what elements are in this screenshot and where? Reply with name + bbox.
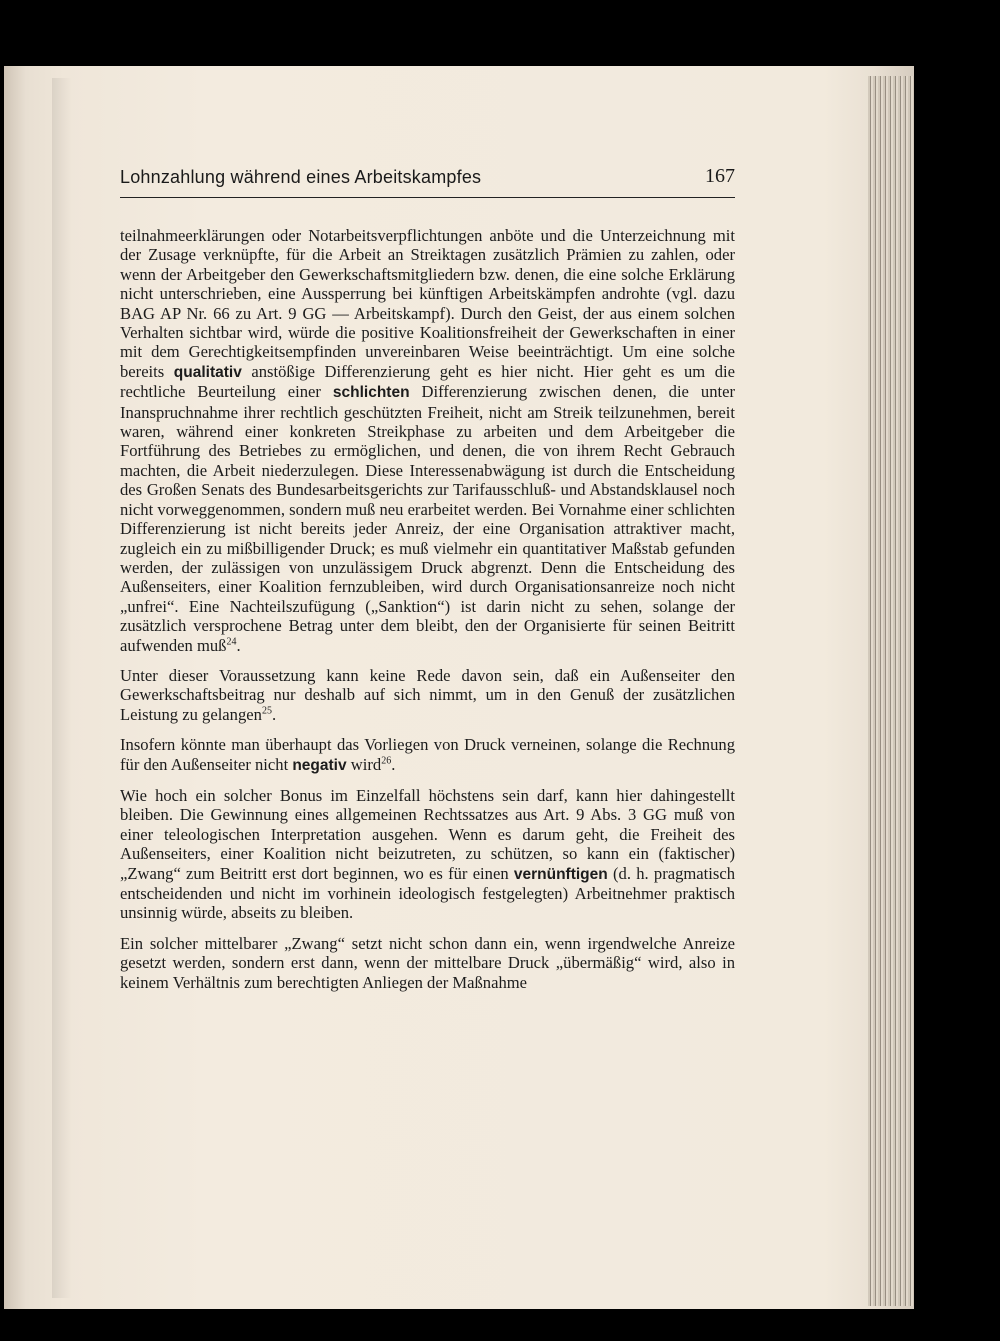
- text-segment: wird: [346, 754, 382, 774]
- paragraph: [120, 666, 735, 724]
- footnote-ref[interactable]: 25: [261, 705, 272, 717]
- text-segment: Insofern könnte man überhaupt das Vorliegen von Druck verneinen, solange die Rechnung für den Außenseiter nicht: [120, 735, 735, 774]
- text-segment: .: [236, 635, 241, 655]
- paragraph: [120, 786, 735, 923]
- page-gutter-shadow: [52, 78, 72, 1298]
- text-segment: Differenzierung zwischen denen, die unter Inanspruchnahme ihrer rechtlich geschützten Freiheit, nicht am Streik teilzunehmen, bereit waren, während einer konkreten Streikphase zu arbeiten und dem Arbeitgeber die Fortführung des Betriebes zu ermöglichen, und denen, die von ihrem Recht Gebrauch machten, die Arbeit niederzulegen. Diese Interessenabwägung ist durch die Entscheidung des Großen Senats des Bundesarbeitsgerichts zur Tarifausschluß- und Abstandsklausel noch nicht vorweggenommen, sondern muß neu erarbeitet werden. Bei Vornahme einer schlichten Differenzierung ist nicht bereits jeder Anreiz, der eine Organisation attraktiver macht, zugleich ein zu mißbilligender Druck; es muß vielmehr ein quantitativer Maßstab gefunden werden, der zulässigen von unzulässigem Druck abgrenzt. Denn die Entscheidung des Außenseiters, einer Koalition fernzubleiben, wird durch Organisationsanreize noch nicht „unfrei“. Eine Nachteilszufügung („Sanktion“) ist darin nicht zu sehen, solange der zusätzlich versprochene Betrag unter dem bleibt, den der Organisierte für seinen Beitritt aufwenden muß: [120, 382, 736, 655]
- text-segment: Ein solcher mittelbarer „Zwang“ setzt nicht schon dann ein, wenn irgendwelche Anreize gesetzt werden, sondern erst dann, wenn der mittelbare Druck „übermäßig“ wird, also in keinem Verhältnis zum berechtigten Anliegen der Maßnahme: [120, 933, 735, 992]
- text-segment: .: [271, 704, 277, 724]
- paragraph: [120, 735, 735, 775]
- text-segment: .: [391, 754, 396, 774]
- text-segment: Unter dieser Voraussetzung kann keine Rede davon sein, daß ein Außenseiter den Gewerkschaftsbeitrag nur deshalb auf sich nimmt, um in den Genuß der zusätzlichen Leistung zu gelangen: [120, 665, 735, 724]
- paragraph: [120, 934, 735, 992]
- body-text: [120, 226, 735, 1003]
- running-header: [120, 165, 735, 198]
- emphasis-text: qualitativ: [173, 363, 242, 381]
- paragraph: [120, 226, 735, 655]
- text-segment: anstößige Differenzierung geht es hier nicht. Hier geht es um die rechtliche Beurteilung einer: [120, 361, 735, 402]
- text-segment: Wie hoch ein solcher Bonus im Einzelfall höchstens sein darf, kann hier dahingestellt bleiben. Die Gewinnung eines allgemeinen Rechtssatzes aus Art. 9 Abs. 3 GG muß von einer teleologischen Interpretation ausgehen. Wenn es darum geht, die Freiheit des Außenseiters, einer Koalition nicht beizutreten, zu schützen, so kann ein (faktischer) „Zwang“ zum Beitritt erst dort beginnen, wo es für einen: [120, 785, 735, 883]
- text-segment: (d. h. pragmatisch entscheidenden und nicht im vorhinein ideologisch festgelegten) Arbeitnehmer praktisch unsinnig würde, abseits zu bleiben.: [120, 863, 735, 923]
- running-header-title: Lohnzahlung während eines Arbeitskampfes: [120, 167, 482, 187]
- page-edges: [868, 76, 914, 1306]
- page-number: 167: [705, 165, 735, 187]
- emphasis-text: negativ: [292, 756, 347, 774]
- emphasis-text: schlichten: [332, 384, 410, 402]
- footnote-ref[interactable]: 26: [381, 755, 392, 767]
- text-segment: teilnahmeerklärungen oder Notarbeitsverpflichtungen anböte und die Unterzeichnung mit der Zusage verknüpfte, für die Arbeit an Streiktagen zusätzlich Prämien zu zahlen, oder wenn der Arbeitgeber den Gewerkschaftsmitgliedern bzw. denen, die eine solche Erklärung nicht unterschrieben, eine Aussperrung bei künftigen Arbeitskämpfen androhte (vgl. dazu BAG AP Nr. 66 zu Art. 9 GG — Arbeitskampf). Durch den Geist, der aus einem solchen Verhalten sichtbar wird, würde die positive Koalitionsfreiheit der Gewerkschaften in einer mit dem Gerechtigkeitsempfinden unvereinbaren Weise beeinträchtigt. Um eine solche bereits: [120, 226, 735, 381]
- emphasis-text: vernünftigen: [513, 865, 608, 883]
- footnote-ref[interactable]: 24: [226, 636, 237, 647]
